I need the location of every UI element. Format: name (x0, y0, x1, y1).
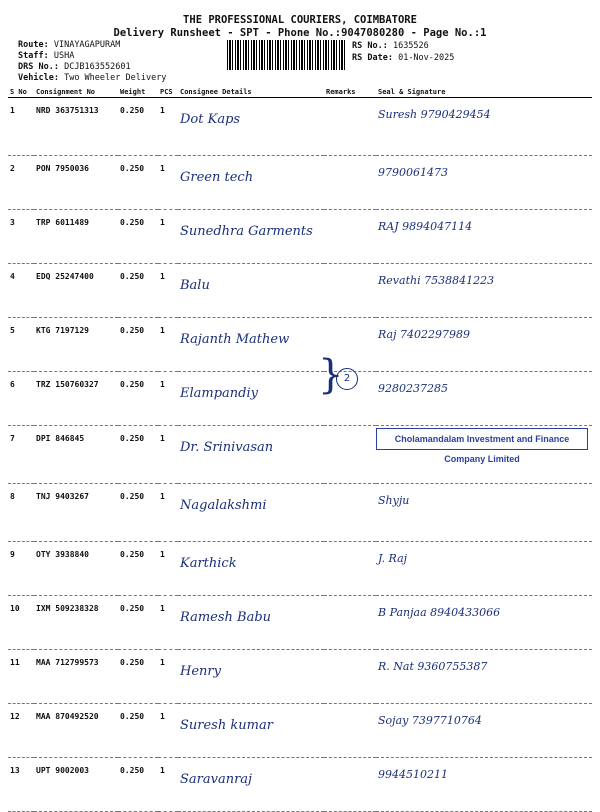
col-consignee-header: Consignee Details (178, 86, 324, 98)
pcs-cell: 1 (158, 98, 178, 156)
table-row (8, 704, 592, 758)
grouping-brace: } (318, 352, 344, 398)
pcs-cell: 1 (158, 650, 178, 704)
staff-line (18, 51, 74, 61)
weight-cell: 0.250 (118, 596, 158, 650)
signature-cell: 9944510211 (376, 758, 592, 812)
table-row (8, 758, 592, 812)
table-row (8, 264, 592, 318)
remarks-cell (324, 484, 376, 542)
sno-cell: 5 (8, 318, 34, 372)
sno-cell: 13 (8, 758, 34, 812)
consignment-no-cell: NRD 363751313 (34, 98, 118, 156)
weight-cell: 0.250 (118, 372, 158, 426)
col-remarks-header: Remarks (324, 86, 376, 98)
weight-cell: 0.250 (118, 318, 158, 372)
drs-label: DRS No.: (18, 62, 59, 72)
col-sno-header: S No (8, 86, 34, 98)
table-row (8, 650, 592, 704)
pcs-cell: 1 (158, 210, 178, 264)
signature-cell: R. Nat 9360755387 (376, 650, 592, 704)
weight-cell: 0.250 (118, 264, 158, 318)
sno-cell: 6 (8, 372, 34, 426)
consignee-cell: Suresh kumar (178, 704, 324, 758)
rs-no-label: RS No.: (352, 41, 388, 51)
remarks-cell (324, 596, 376, 650)
table-header-row (8, 86, 592, 98)
route-line (18, 40, 120, 50)
col-signature-header: Seal & Signature (376, 86, 592, 98)
pcs-cell: 1 (158, 426, 178, 484)
staff-label: Staff: (18, 51, 49, 61)
annotation-circle: 2 (336, 368, 358, 390)
sno-cell: 11 (8, 650, 34, 704)
consignment-no-cell: TRZ 150760327 (34, 372, 118, 426)
weight-cell: 0.250 (118, 156, 158, 210)
table-row (8, 318, 592, 372)
sno-cell: 12 (8, 704, 34, 758)
consignment-no-cell: PON 7950036 (34, 156, 118, 210)
pcs-cell: 1 (158, 372, 178, 426)
consignment-no-cell: UPT 9002003 (34, 758, 118, 812)
consignee-cell: Henry (178, 650, 324, 704)
table-row (8, 542, 592, 596)
remarks-cell (324, 704, 376, 758)
consignment-no-cell: MAA 712799573 (34, 650, 118, 704)
weight-cell: 0.250 (118, 542, 158, 596)
consignment-no-cell: IXM 509238328 (34, 596, 118, 650)
remarks-cell (324, 426, 376, 484)
pcs-cell: 1 (158, 758, 178, 812)
consignment-no-cell: TRP 6011489 (34, 210, 118, 264)
drs-value: DCJB163552601 (64, 62, 131, 72)
consignee-cell: Dr. Srinivasan (178, 426, 324, 484)
consignee-cell: Rajanth Mathew (178, 318, 324, 372)
signature-cell: 9280237285 (376, 372, 592, 426)
remarks-cell (324, 650, 376, 704)
col-weight-header: Weight (118, 86, 158, 98)
signature-cell: B Panjaa 8940433066 (376, 596, 592, 650)
table-row (8, 372, 592, 426)
pcs-cell: 1 (158, 318, 178, 372)
consignment-no-cell: OTY 3938840 (34, 542, 118, 596)
col-pcs-header: PCS (158, 86, 178, 98)
route-label: Route: (18, 40, 49, 50)
consignee-cell: Balu (178, 264, 324, 318)
signature-cell: RAJ 9894047114 (376, 210, 592, 264)
consignment-no-cell: DPI 846845 (34, 426, 118, 484)
consignment-no-cell: KTG 7197129 (34, 318, 118, 372)
pcs-cell: 1 (158, 156, 178, 210)
table-row (8, 98, 592, 156)
remarks-cell (324, 210, 376, 264)
consignee-cell: Dot Kaps (178, 98, 324, 156)
barcode-image (227, 40, 347, 70)
signature-cell: 9790061473 (376, 156, 592, 210)
consignment-no-cell: MAA 870492520 (34, 704, 118, 758)
signature-cell: Shyju (376, 484, 592, 542)
vehicle-label: Vehicle: (18, 73, 59, 83)
pcs-cell: 1 (158, 542, 178, 596)
drs-line (18, 62, 131, 72)
remarks-cell (324, 542, 376, 596)
consignee-cell: Ramesh Babu (178, 596, 324, 650)
remarks-cell (324, 758, 376, 812)
consignment-no-cell: EDQ 25247400 (34, 264, 118, 318)
weight-cell: 0.250 (118, 650, 158, 704)
weight-cell: 0.250 (118, 426, 158, 484)
rs-date-line (352, 53, 454, 63)
company-stamp: Cholamandalam Investment and Finance Company Limited (376, 428, 588, 450)
rs-no-value: 1635526 (392, 41, 429, 51)
signature-cell: Raj 7402297989 (376, 318, 592, 372)
sno-cell: 10 (8, 596, 34, 650)
rs-no-line (352, 41, 429, 51)
vehicle-line (18, 73, 166, 83)
consignee-cell: Saravanraj (178, 758, 324, 812)
sno-cell: 3 (8, 210, 34, 264)
route-value: VINAYAGAPURAM (53, 40, 121, 50)
sno-cell: 8 (8, 484, 34, 542)
sno-cell: 9 (8, 542, 34, 596)
remarks-cell (324, 98, 376, 156)
table-row (8, 484, 592, 542)
consignee-cell: Nagalakshmi (178, 484, 324, 542)
signature-cell: Sojay 7397710764 (376, 704, 592, 758)
company-title: THE PROFESSIONAL COURIERS, COIMBATORE (183, 14, 417, 26)
weight-cell: 0.250 (118, 704, 158, 758)
consignee-cell: Green tech (178, 156, 324, 210)
consignment-no-cell: TNJ 9403267 (34, 484, 118, 542)
consignee-cell: Elampandiy (178, 372, 324, 426)
sno-cell: 4 (8, 264, 34, 318)
weight-cell: 0.250 (118, 758, 158, 812)
remarks-cell (324, 156, 376, 210)
rs-date-value: 01-Nov-2025 (398, 53, 455, 63)
weight-cell: 0.250 (118, 210, 158, 264)
table-row (8, 596, 592, 650)
staff-value: USHA (53, 51, 75, 61)
sno-cell: 7 (8, 426, 34, 484)
consignee-cell: Sunedhra Garments (178, 210, 324, 264)
consignee-cell: Karthick (178, 542, 324, 596)
col-consignment-header: Consignment No (34, 86, 118, 98)
pcs-cell: 1 (158, 596, 178, 650)
pcs-cell: 1 (158, 264, 178, 318)
sno-cell: 1 (8, 98, 34, 156)
pcs-cell: 1 (158, 704, 178, 758)
sno-cell: 2 (8, 156, 34, 210)
runsheet-subtitle: Delivery Runsheet - SPT - Phone No.:9047080280 - Page No.:1 (113, 27, 487, 39)
pcs-cell: 1 (158, 484, 178, 542)
rs-date-label: RS Date: (352, 53, 393, 63)
signature-cell: Revathi 7538841223 (376, 264, 592, 318)
remarks-cell (324, 264, 376, 318)
weight-cell: 0.250 (118, 98, 158, 156)
table-row (8, 210, 592, 264)
vehicle-value: Two Wheeler Delivery (64, 73, 167, 83)
signature-cell: Suresh 9790429454 (376, 98, 592, 156)
signature-cell: J. Raj (376, 542, 592, 596)
table-row (8, 156, 592, 210)
weight-cell: 0.250 (118, 484, 158, 542)
